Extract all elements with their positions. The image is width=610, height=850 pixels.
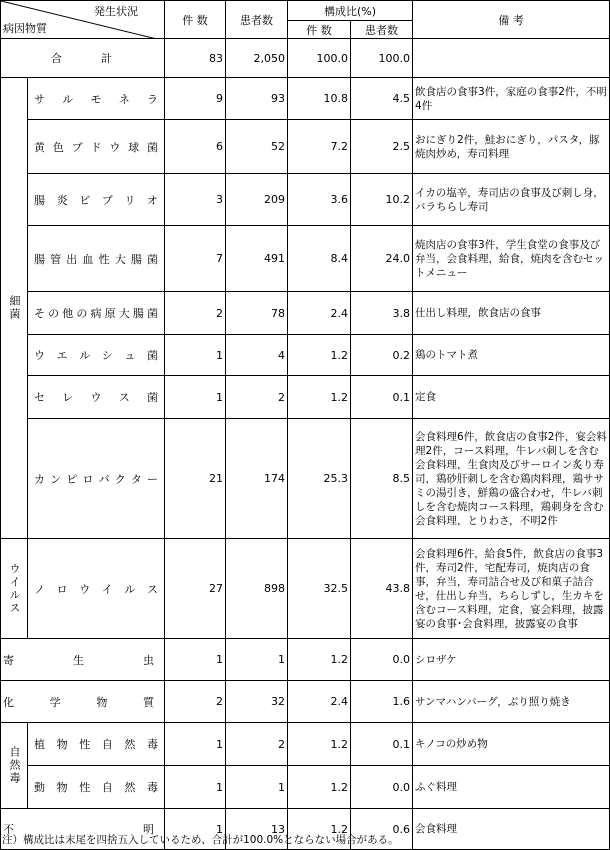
cell-patients: 1 [226, 639, 288, 681]
table-row [1, 639, 610, 681]
cell-ratio-patients: 0.6 [351, 809, 413, 850]
cell-remarks: イカの塩辛，寿司店の食事及び刺し身，バラちらし寿司 [413, 174, 610, 226]
cell-ratio-count: 2.4 [288, 292, 351, 335]
cell-ratio-patients: 0.1 [351, 723, 413, 766]
cause-label: 腸 炎 ビ ブ リ オ [28, 174, 165, 226]
cell-count: 6 [165, 120, 226, 174]
total-ratio-patients: 100.0 [351, 39, 413, 78]
total-count: 83 [165, 39, 226, 78]
table-row [1, 174, 610, 226]
cause-label: サ ル モ ネ ラ [28, 78, 165, 120]
header-occurrence: 発生状況 [94, 5, 138, 18]
cell-ratio-count: 7.2 [288, 120, 351, 174]
header-patients: 患者数 [226, 1, 288, 39]
cell-count: 1 [165, 639, 226, 681]
cause-label: そ の 他 の 病 原 大 腸 菌 [28, 292, 165, 335]
cell-count: 27 [165, 539, 226, 639]
cell-count: 2 [165, 292, 226, 335]
cause-label: 不 明 [1, 809, 165, 850]
table-row [1, 226, 610, 292]
table-row [1, 766, 610, 809]
cell-remarks: 会食料理6件，給食5件，飲食店の食事3件，寿司2件，宅配寿司，焼肉店の食事，弁当，寿司詰合せ及び和菓子詰合せ，仕出し弁当，ちらしずし，生カキを含むコース料理，定食，宴会料理，披露宴の食事･会食料理，披露宴の食事 [413, 539, 610, 639]
cause-label: ノ ロ ウ イ ル ス [28, 539, 165, 639]
cell-patients: 898 [226, 539, 288, 639]
cause-label: セ レ ウ ス 菌 [28, 376, 165, 419]
cell-ratio-count: 10.8 [288, 78, 351, 120]
cell-count: 1 [165, 766, 226, 809]
cell-patients: 2 [226, 723, 288, 766]
header-remarks: 備 考 [413, 1, 610, 39]
cell-ratio-patients: 3.8 [351, 292, 413, 335]
header-ratio-patients: 患者数 [351, 21, 413, 39]
cell-ratio-patients: 24.0 [351, 226, 413, 292]
cell-remarks: 飲食店の食事3件，家庭の食事2件，不明4件 [413, 78, 610, 120]
cell-remarks: おにぎり2件，鮭おにぎり，パスタ，豚焼肉炒め，寿司料理 [413, 120, 610, 174]
cell-ratio-patients: 0.0 [351, 766, 413, 809]
cell-count: 2 [165, 681, 226, 723]
table-row [1, 335, 610, 376]
cell-remarks: 会食料理6件，飲食店の食事2件，宴会料理2件，コース料理，牛レバ刺しを含む会食料理，生食肉及びサーロイン炙り寿司，鶏砂肝刺しを含む鶏肉料理，鶏ササミの湯引き，鮮鶏の盛合わせ，牛レバ刺しを含む焼肉コース料理，鶏刺身を含む会食料理，とりわさ，不明2件 [413, 419, 610, 539]
cell-remarks: ふぐ料理 [413, 766, 610, 809]
total-ratio-count: 100.0 [288, 39, 351, 78]
total-patients: 2,050 [226, 39, 288, 78]
cell-patients: 52 [226, 120, 288, 174]
cause-label: 化 学 物 質 [1, 681, 165, 723]
table-row [1, 723, 610, 766]
cell-ratio-count: 1.2 [288, 766, 351, 809]
cell-ratio-count: 1.2 [288, 335, 351, 376]
cell-count: 1 [165, 376, 226, 419]
cell-ratio-patients: 1.6 [351, 681, 413, 723]
cell-count: 1 [165, 723, 226, 766]
cell-ratio-count: 1.2 [288, 723, 351, 766]
cell-ratio-patients: 0.1 [351, 376, 413, 419]
cause-label: カ ン ピ ロ バ ク タ ー [28, 419, 165, 539]
cause-label: 黄 色 ブ ド ウ 球 菌 [28, 120, 165, 174]
cell-patients: 4 [226, 335, 288, 376]
total-remarks [413, 39, 610, 78]
table-row [1, 419, 610, 539]
cell-count: 9 [165, 78, 226, 120]
cell-ratio-count: 1.2 [288, 639, 351, 681]
cell-patients: 209 [226, 174, 288, 226]
table-row [1, 78, 610, 120]
cell-patients: 1 [226, 766, 288, 809]
header-ratio-group: 構成比(%) [288, 1, 413, 21]
cause-label: 動 物 性 自 然 毒 [28, 766, 165, 809]
table-row [1, 376, 610, 419]
cell-ratio-count: 1.2 [288, 809, 351, 850]
cell-patients: 491 [226, 226, 288, 292]
cell-ratio-patients: 0.2 [351, 335, 413, 376]
cell-ratio-patients: 8.5 [351, 419, 413, 539]
header-count: 件 数 [165, 1, 226, 39]
table-row [1, 681, 610, 723]
group-virus: ウイルス [1, 539, 28, 639]
cell-patients: 13 [226, 809, 288, 850]
cell-ratio-patients: 10.2 [351, 174, 413, 226]
total-label: 合 計 [1, 39, 165, 78]
cause-label: 植 物 性 自 然 毒 [28, 723, 165, 766]
cell-remarks: 仕出し料理，飲食店の食事 [413, 292, 610, 335]
header-ratio-count: 件 数 [288, 21, 351, 39]
table-row [1, 292, 610, 335]
cell-ratio-patients: 2.5 [351, 120, 413, 174]
cell-patients: 32 [226, 681, 288, 723]
cell-remarks: 焼肉店の食事3件，学生食堂の食事及び弁当，会食料理，給食，焼肉を含むセットメニュー [413, 226, 610, 292]
cell-count: 1 [165, 809, 226, 850]
cell-patients: 93 [226, 78, 288, 120]
cell-patients: 174 [226, 419, 288, 539]
footnote: 注）構成比は末尾を四捨五入しているため、合計が100.0%とならない場合がある。 [2, 834, 399, 846]
cell-ratio-count: 32.5 [288, 539, 351, 639]
group-bacteria: 細菌 [1, 78, 28, 539]
total-row [1, 39, 610, 78]
cell-remarks: キノコの炒め物 [413, 723, 610, 766]
cell-patients: 78 [226, 292, 288, 335]
cell-count: 3 [165, 174, 226, 226]
header-cause: 病因物質 [3, 22, 47, 35]
cell-count: 21 [165, 419, 226, 539]
cell-ratio-patients: 0.0 [351, 639, 413, 681]
cell-count: 1 [165, 335, 226, 376]
cell-remarks: サンマハンバーグ，ぶり照り焼き [413, 681, 610, 723]
cell-remarks: 定食 [413, 376, 610, 419]
cell-ratio-patients: 43.8 [351, 539, 413, 639]
cause-label: ウ エ ル シ ュ 菌 [28, 335, 165, 376]
group-natural-toxin: 自然毒 [1, 723, 28, 809]
cell-ratio-patients: 4.5 [351, 78, 413, 120]
table-row [1, 539, 610, 639]
cause-label: 寄 生 虫 [1, 639, 165, 681]
cell-remarks: 鶏のトマト煮 [413, 335, 610, 376]
cause-label: 腸 管 出 血 性 大 腸 菌 [28, 226, 165, 292]
cell-patients: 2 [226, 376, 288, 419]
cell-ratio-count: 3.6 [288, 174, 351, 226]
cell-ratio-count: 2.4 [288, 681, 351, 723]
cell-ratio-count: 8.4 [288, 226, 351, 292]
cell-remarks: 会食料理 [413, 809, 610, 850]
table-row [1, 120, 610, 174]
corner-header-cell [1, 1, 165, 39]
cell-remarks: シロザケ [413, 639, 610, 681]
cell-count: 7 [165, 226, 226, 292]
cell-ratio-count: 1.2 [288, 376, 351, 419]
cell-ratio-count: 25.3 [288, 419, 351, 539]
